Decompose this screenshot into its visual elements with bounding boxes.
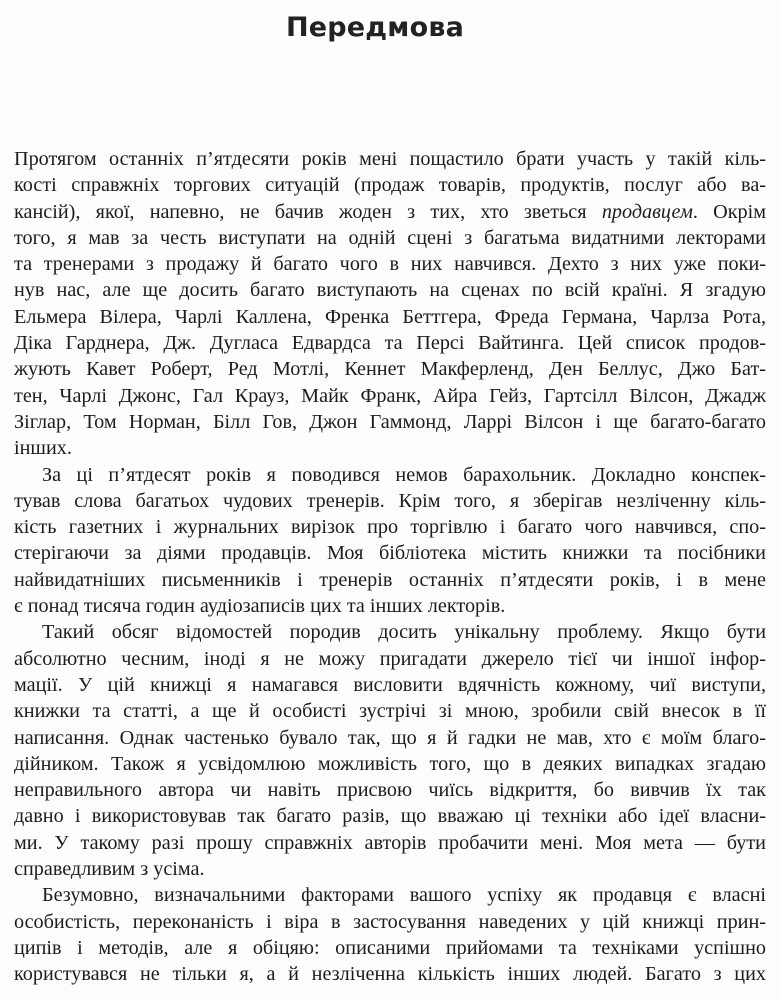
text-line-segment: . Окрім [692,200,767,223]
text-line: тен, Чарлі Джонс, Гал Крауз, Майк Франк, Айра Гейз, Гартсілл Вілсон, Джадж [14,384,766,407]
body-text [14,146,766,988]
text-line: найвидатніших письменників і тренерів останніх п’ятдесяти років, і в мене [14,568,766,591]
text-line: справедливим з усіма. [14,858,205,881]
text-line: ми. У такому разі прошу справжніх авторів пробачити мені. Моя мета — бути [14,831,766,854]
text-line: інших. [14,437,72,460]
text-line: Діка Гарднера, Дж. Дугласа Едвардса та Персі Вайтинга. Цей список продов- [14,332,766,355]
text-line: Такий обсяг відомостей породив досить унікальну проблему. Якщо бути [42,621,766,644]
text-line [14,199,766,225]
text-line: давно і використовував так багато разів, що вважаю ці техніки або ідеї власни- [14,805,766,828]
text-line: ципів і методів, але я обіцяю: описаними прийомами та технiками успішно [14,936,766,959]
text-line: Протягом останніх п’ятдесяти років мені пощастило брати участь у такій кіль- [14,148,766,170]
text-line: нув нас, але ще досить багато виступають на сценах по всій країні. Я згадую [14,279,766,302]
text-line: абсолютно чесним, іноді я не можу пригадати джерело тієї чи іншої інфор- [14,647,766,670]
text-line: користувався не тільки я, а й незліченна кількість інших людей. Багато з цих [14,963,766,986]
text-line: того, я мав за честь виступати на одній сцені з багатьма видатними лекторами [14,226,766,249]
text-line: та тренерами з продажу й багато чого в них навчився. Дехто з них уже поки- [14,253,766,276]
paragraph-3 [14,619,766,882]
text-line: написання. Однак частенько бувало так, що я й гадки не мав, хто є моїм благо- [14,726,766,749]
text-line: є понад тисяча годин аудіозаписів цих та інших лекторів. [14,595,506,618]
text-line: неправильного автора чи навіть присвою чиїсь відкриття, бо вивчив їх так [14,779,766,802]
paragraph-4 [14,882,766,987]
text-line: жують Кавет Роберт, Ред Мотлі, Кеннет Макферленд, Ден Беллус, Джо Бат- [14,358,766,381]
paragraph-1 [14,146,766,462]
text-line: дійником. Також я усвідомлюю можливість того, що в деяких випадках згадаю [14,752,766,775]
italic-term: продавцем [601,200,693,223]
text-line: кості справжніх торгових ситуацій (продаж товарів, продуктів, послуг або ва- [14,174,766,197]
text-line-segment: кансій), якої, напевно, не бачив жоден з тих, хто зветься [14,200,587,223]
text-line: За ці п’ятдесят років я поводився немов барахольник. Докладно конспек- [42,463,766,486]
text-line: Зіглар, Том Норман, Білл Гов, Джон Гаммонд, Ларрі Вілсон і ще багато-багато [14,410,766,433]
text-line: Безумовно, визначальними факторами вашого успіху як продавця є власні [42,884,766,907]
text-line: тував слова багатьох чудових тренерів. Крім того, я зберігав незліченну кіль- [14,489,766,512]
page-title: Передмова [285,12,465,43]
text-line: Ельмера Вілера, Чарлі Каллена, Френка Беттгера, Фреда Германа, Чарлза Рота, [14,305,766,328]
paragraph-2 [14,462,766,620]
text-line: особистість, переконаність і віра в застосування наведених у цій книжці прин- [14,910,766,933]
text-line: мації. У цій книжці я намагався висловити вдячність кожному, чиї виступи, [14,673,766,696]
text-line: кість газетних і журнальних вирізок про торгівлю і багато чого навчився, спо- [14,516,766,539]
text-line: книжки та статті, а ще й особисті зустрічі зі мною, зробили свій внесок в її [14,700,766,723]
text-line: стерігаючи за діями продавців. Моя бібліотека містить книжки та посібники [14,542,766,565]
